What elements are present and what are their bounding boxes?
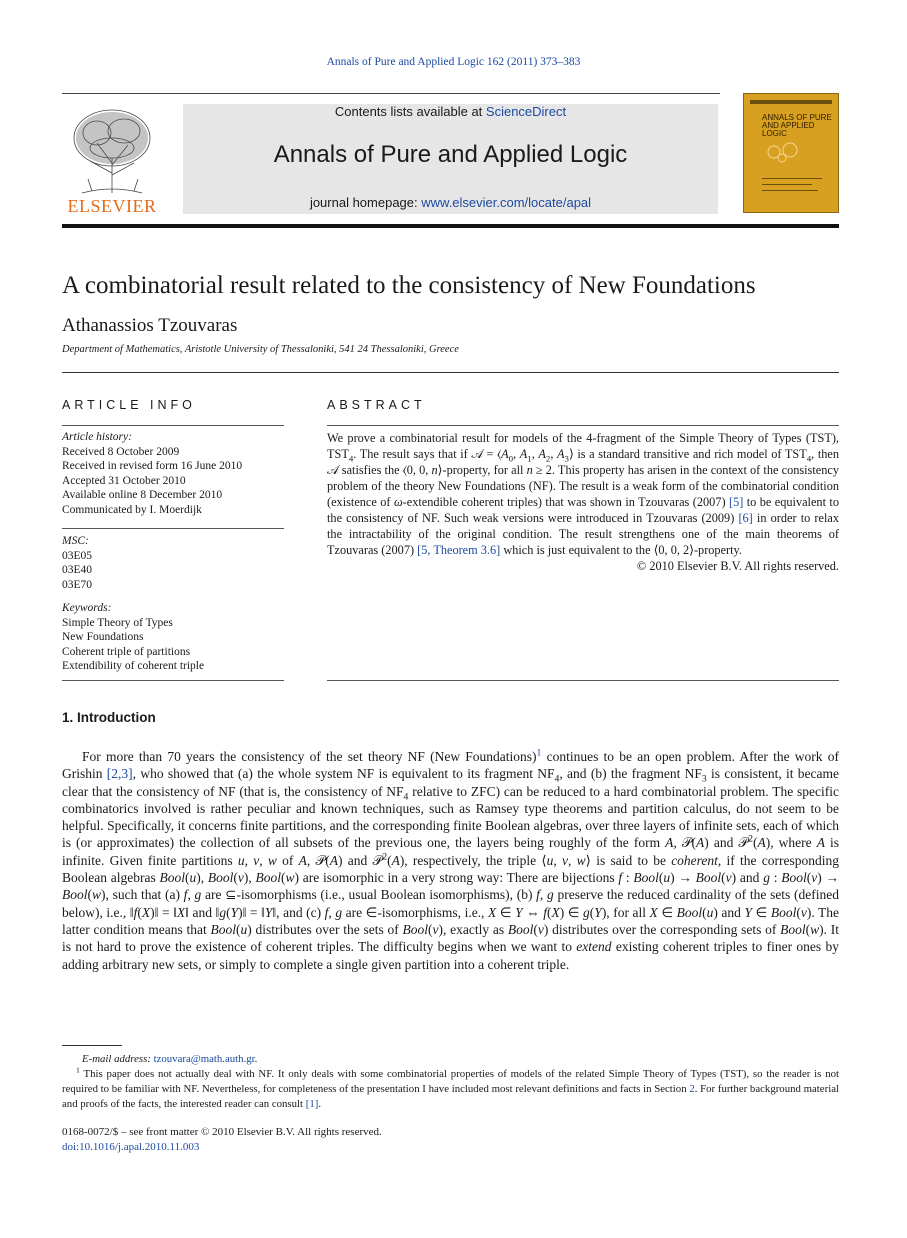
msc-item: 03E05 bbox=[62, 549, 93, 562]
article-history bbox=[62, 430, 284, 517]
email-footnote: E-mail address: tzouvara@math.auth.gr. bbox=[82, 1053, 258, 1065]
journal-title: Annals of Pure and Applied Logic bbox=[273, 141, 628, 168]
abstract-body: We prove a combinatorial result for models of the 4-fragment of the Simple Theory of Types (TST), $TST_4$. The result says that if 𝒜 = $⟨A_0$, $A_1$, $A_2$, $A_3⟩$ is a standard transitive and rich model of $TST_4$, then 𝒜 satisfies the ⟨0, 0, n⟩-property, for all n ≥ 2. This property has arisen in the context of the consistency problem of the theory New Foundations (NF). The result is a weak form of the combinatorial condition (existence of ω-extendible coherent triples) that was shown in Tzouvaras (2007) [5] to be equivalent to the consistency of NF. Such weak versions were introduced in Tzouvaras (2009) [6] in order to relax the intractability of the original condition. The result strengthens one of the main theorems of Tzouvaras (2007) [5, Theorem 3.6] which is just equivalent to the ⟨0, 0, 2⟩-property. © 2010 Elsevier B.V. All rights reserved. bbox=[327, 431, 840, 573]
cover-ornament-icon bbox=[764, 140, 804, 164]
msc-codes bbox=[62, 534, 284, 592]
homepage-prefix: journal homepage: bbox=[309, 195, 422, 210]
keyword-item: Coherent triple of partitions bbox=[62, 645, 191, 658]
keywords-label: Keywords: bbox=[62, 602, 112, 614]
cover-line bbox=[762, 190, 818, 191]
journal-homepage-line bbox=[183, 195, 718, 210]
keyword-item: New Foundations bbox=[62, 631, 144, 643]
email-link[interactable]: tzouvara@math.auth.gr bbox=[153, 1053, 255, 1065]
cover-top-band bbox=[750, 100, 832, 104]
homepage-link[interactable]: www.elsevier.com/locate/apal bbox=[421, 195, 592, 210]
issn-line: 0168-0072/$ – see front matter © 2010 Elsevier B.V. All rights reserved. bbox=[62, 1126, 382, 1138]
abstract-copyright: © 2010 Elsevier B.V. All rights reserved. bbox=[636, 559, 839, 573]
footnotes bbox=[62, 1052, 839, 1112]
cover-title: ANNALS OF PURE AND APPLIED LOGIC bbox=[762, 113, 832, 138]
msc-item: 03E70 bbox=[62, 578, 93, 591]
divider-rule bbox=[62, 528, 284, 529]
email-label: E-mail address: bbox=[82, 1053, 154, 1065]
journal-cover-thumbnail[interactable] bbox=[743, 93, 839, 213]
msc-label: MSC: bbox=[62, 535, 89, 547]
footnote-1-mark: 1 bbox=[76, 1065, 80, 1075]
citation-link[interactable]: [5] bbox=[728, 495, 744, 509]
section-link[interactable]: 2 bbox=[689, 1083, 695, 1095]
msc-item: 03E40 bbox=[62, 564, 93, 576]
divider-rule bbox=[62, 372, 839, 373]
cover-line bbox=[762, 184, 812, 185]
keyword-item: Simple Theory of Types bbox=[62, 616, 173, 629]
article-info-heading: ARTICLE INFO bbox=[62, 398, 196, 412]
history-item: Available online 8 December 2010 bbox=[62, 489, 223, 501]
contents-available-line bbox=[183, 104, 718, 119]
doi-link[interactable]: doi:10.1016/j.apal.2010.11.003 bbox=[62, 1141, 200, 1153]
footnote-1: $^1$ This paper does not actually deal with NF. It only deals with some combinatorial properties of models of the related Simple Theory of Types (TST), so the reader is not required to be familiar with NF. Nevertheless, for completeness of the presentation I have included most relevant definitions and facts in Section 2. For further background material and proofs of the facts, the interested reader can consult [1]. bbox=[62, 1065, 839, 1110]
author-affiliation: Department of Mathematics, Aristotle University of Thessaloniki, 541 24 Thessaloniki, Greece bbox=[62, 344, 459, 355]
header-top-rule bbox=[62, 93, 720, 94]
paper-title: A combinatorial result related to the consistency of New Foundations bbox=[62, 272, 756, 299]
footnote-marker[interactable]: 1 bbox=[536, 747, 542, 759]
cover-line bbox=[762, 178, 822, 179]
section-heading-introduction: 1. Introduction bbox=[62, 710, 156, 725]
elsevier-wordmark: ELSEVIER bbox=[67, 196, 157, 216]
history-item: Accepted 31 October 2010 bbox=[62, 474, 186, 487]
keywords bbox=[62, 601, 284, 674]
divider-rule bbox=[327, 680, 839, 681]
contents-prefix: Contents lists available at bbox=[334, 104, 486, 119]
divider-rule bbox=[62, 680, 284, 681]
introduction-paragraph: For more than 70 years the consistency of the set theory NF (New Foundations)$^1$ continues to be an open problem. After the work of Grishin [2,3], who showed that (a) the whole system NF is equivalent to its fragment $NF_4$, and (b) the fragment $NF_3$ is consistent, it became clear that the consistency of NF (that is, the consistency of $NF_4$ relative to ZFC) can be reduced to a hard combinatorial problem. The specific combinatorics involved is rather peculiar and known techniques, such as Ramsey type theorems and partition calculus, do not seem to be helpful. Specifically, it concerns finite partitions, and the corresponding finite Boolean algebras, over three layers of infinite sets, each of which is (or approximates) the collection of all subsets of the previous one, the layers being roughly of the form A, 𝒫(A) and 𝒫$^2$(A), where A is infinite. Given finite partitions u, v, w of A, 𝒫(A) and 𝒫$^2$(A), respectively, the triple ⟨u, v, w⟩ is said to be coherent, if the corresponding Boolean algebras Bool(u), Bool(v), Bool(w) are isomorphic in a very strong way: There are bijections f : Bool(u) → Bool(v) and g : Bool(v) → Bool(w), such that (a) f, g are ⊆-isomorphisms (i.e., usual Boolean isomorphisms), (b) f, g preserve the reduced cardinality of the sets (defined below), i.e., ‖f(X)‖ = ‖X‖ and ‖g(Y)‖ = ‖Y‖, and (c) f, g are ∈-isomorphisms, i.e., X ∈ Y ⇔ f(X) ∈ g(Y), for all X ∈ Bool(u) and Y ∈ Bool(v). The latter condition means that Bool(u) distributes over the sets of Bool(v), exactly as Bool(v) distributes over the corresponding sets of Bool(w). It is not hard to prove the existence of coherent triples. The difficulty begins when we want to extend existing coherent triples to finer ones by adding arbitrary new sets, or simply to complete a single given partition into a coherent triple. bbox=[62, 747, 840, 972]
keyword-item: Extendibility of coherent triple bbox=[62, 660, 205, 672]
history-item: Received 8 October 2009 bbox=[62, 445, 180, 458]
journal-reference[interactable]: Annals of Pure and Applied Logic 162 (2011) 373–383 bbox=[326, 56, 581, 68]
footnote-rule bbox=[62, 1045, 122, 1046]
citation-link[interactable]: [1] bbox=[305, 1098, 319, 1110]
citation-link[interactable]: [5, Theorem 3.6] bbox=[417, 543, 501, 557]
front-matter bbox=[62, 1125, 382, 1155]
author-name: Athanassios Tzouvaras bbox=[62, 315, 238, 336]
header-thick-rule bbox=[62, 224, 839, 228]
citation-link[interactable]: [6] bbox=[738, 511, 753, 525]
sciencedirect-link[interactable]: ScienceDirect bbox=[485, 104, 567, 119]
divider-rule bbox=[62, 425, 284, 426]
abstract-heading: ABSTRACT bbox=[327, 398, 426, 412]
citation-link[interactable]: [2,3] bbox=[106, 766, 133, 782]
history-label: Article history: bbox=[62, 431, 132, 443]
history-item: Communicated by I. Moerdijk bbox=[62, 503, 202, 516]
divider-rule bbox=[327, 425, 839, 426]
history-item: Received in revised form 16 June 2010 bbox=[62, 460, 243, 472]
